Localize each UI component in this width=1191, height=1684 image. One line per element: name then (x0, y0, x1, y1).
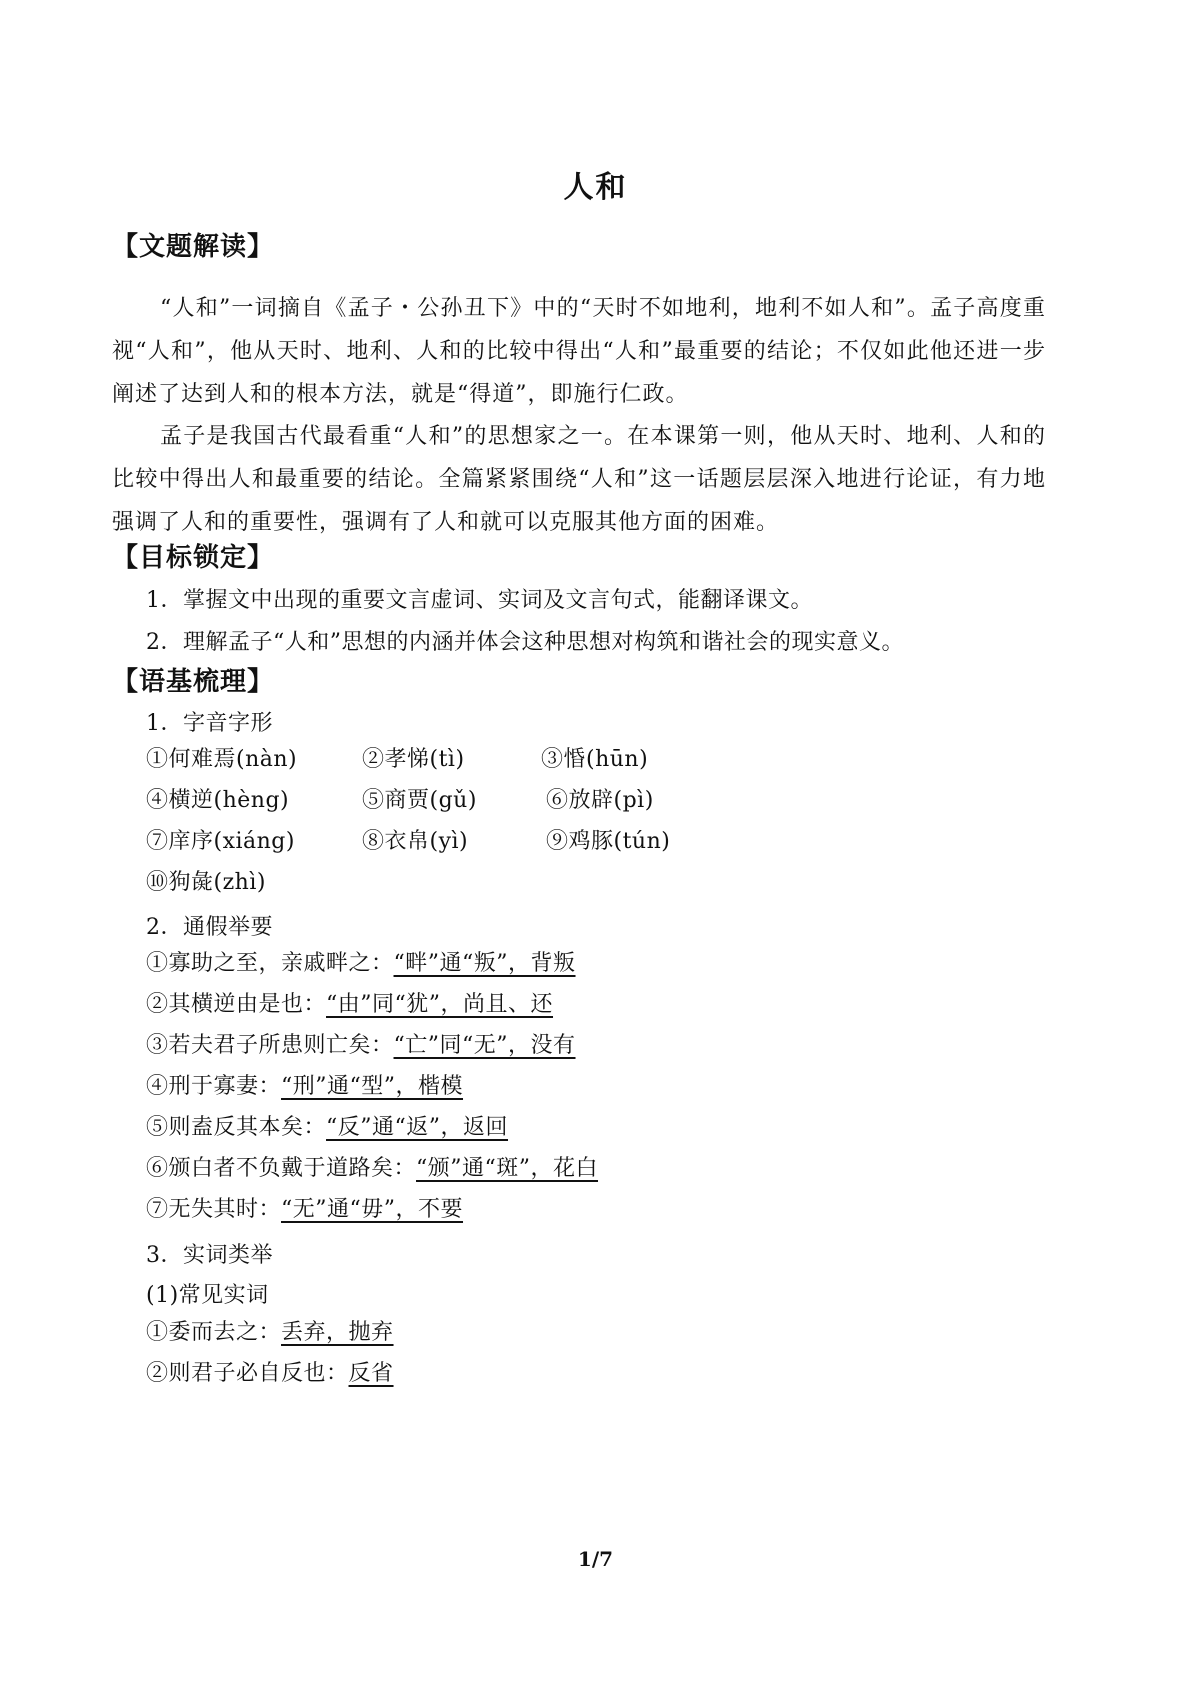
shici-question: ①委而去之： (146, 1320, 282, 1345)
pronunciation-item: ⑧衣帛(yì) (362, 829, 469, 854)
reading-paragraph-2: 孟子是我国古代最看重“人和”的思想家之一。在本课第一则，他从天时、地利、人和的比较中得出人和最重要的结论。全篇紧紧围绕“人和”这一话题层层深入地进行论证，有力地强调了人和的重要性，强调有了人和就可以克服其他方面的困难。 (112, 424, 1046, 535)
tongjia-item (146, 1028, 576, 1059)
tongjia-answer: “刑”通“型”，楷模 (281, 1074, 464, 1099)
tongjia-question: ①寡助之至，亲戚畔之： (146, 951, 394, 976)
reading-paragraph-1: “人和”一词摘自《孟子・公孙丑下》中的“天时不如地利，地利不如人和”。孟子高度重视“人和”，他从天时、地利、人和的比较中得出“人和”最重要的结论；不仅如此他还进一步阐述了达到人和的根本方法，就是“得道”，即施行仁政。 (112, 296, 1046, 407)
tongjia-question: ⑥颁白者不负戴于道路矣： (146, 1156, 417, 1181)
shici-label: 3．实词类举 (146, 1243, 273, 1268)
pronunciation-item: ⑩狗彘(zhì) (146, 870, 266, 895)
tongjia-question: ③若夫君子所患则亡矣： (146, 1033, 394, 1058)
pronunciation-item: ⑨鸡豚(tún) (546, 829, 671, 854)
shici-answer: 反省 (348, 1361, 394, 1386)
pronunciation-item: ②孝悌(tì) (362, 747, 465, 772)
tongjia-answer: “无”通“毋”，不要 (281, 1197, 464, 1222)
page-current: 1 (577, 1547, 592, 1571)
pronunciation-item: ⑤商贾(gǔ) (362, 788, 477, 813)
shici-item (146, 1356, 394, 1387)
tongjia-item (146, 1151, 598, 1182)
tongjia-question: ②其横逆由是也： (146, 992, 327, 1017)
tongjia-question: ⑤则盍反其本矣： (146, 1115, 327, 1140)
shici-sublabel: (1)常见实词 (146, 1283, 269, 1308)
pronunciation-item: ③惛(hūn) (541, 747, 649, 772)
page-title: 人和 (563, 170, 628, 205)
tongjia-question: ④刑于寡妻： (146, 1074, 282, 1099)
page-number (0, 1547, 1191, 1571)
tongjia-answer: “由”同“犹”，尚且、还 (326, 992, 554, 1017)
tongjia-label: 2．通假举要 (146, 915, 273, 940)
tongjia-item (146, 1110, 508, 1141)
page-separator: / (591, 1547, 600, 1571)
tongjia-question: ⑦无失其时： (146, 1197, 282, 1222)
goal-item-1: 1．掌握文中出现的重要文言虚词、实词及文言句式，能翻译课文。 (146, 588, 813, 613)
tongjia-item (146, 946, 576, 977)
tongjia-item (146, 1069, 463, 1100)
tongjia-answer: “畔”通“叛”，背叛 (393, 951, 576, 976)
tongjia-answer: “亡”同“无”，没有 (393, 1033, 576, 1058)
pronunciation-item: ⑥放辟(pì) (546, 788, 654, 813)
section-heading-basics: 【语基梳理】 (112, 667, 275, 697)
tongjia-answer: “颁”通“斑”，花白 (416, 1156, 599, 1181)
pronunciation-item: ⑦庠序(xiáng) (146, 829, 295, 854)
goal-item-2: 2．理解孟子“人和”思想的内涵并体会这种思想对构筑和谐社会的现实意义。 (146, 630, 904, 655)
section-heading-reading: 【文题解读】 (112, 232, 275, 262)
page-total: 7 (599, 1547, 614, 1571)
shici-question: ②则君子必自反也： (146, 1361, 349, 1386)
pronunciation-label: 1．字音字形 (146, 711, 273, 736)
shici-answer: 丢弃，抛弃 (281, 1320, 394, 1345)
tongjia-item (146, 1192, 463, 1223)
section-heading-goals: 【目标锁定】 (112, 543, 275, 573)
tongjia-answer: “反”通“返”，返回 (326, 1115, 509, 1140)
pronunciation-item: ④横逆(hèng) (146, 788, 290, 813)
tongjia-item (146, 987, 553, 1018)
shici-item (146, 1315, 394, 1346)
pronunciation-item: ①何难焉(nàn) (146, 747, 298, 772)
